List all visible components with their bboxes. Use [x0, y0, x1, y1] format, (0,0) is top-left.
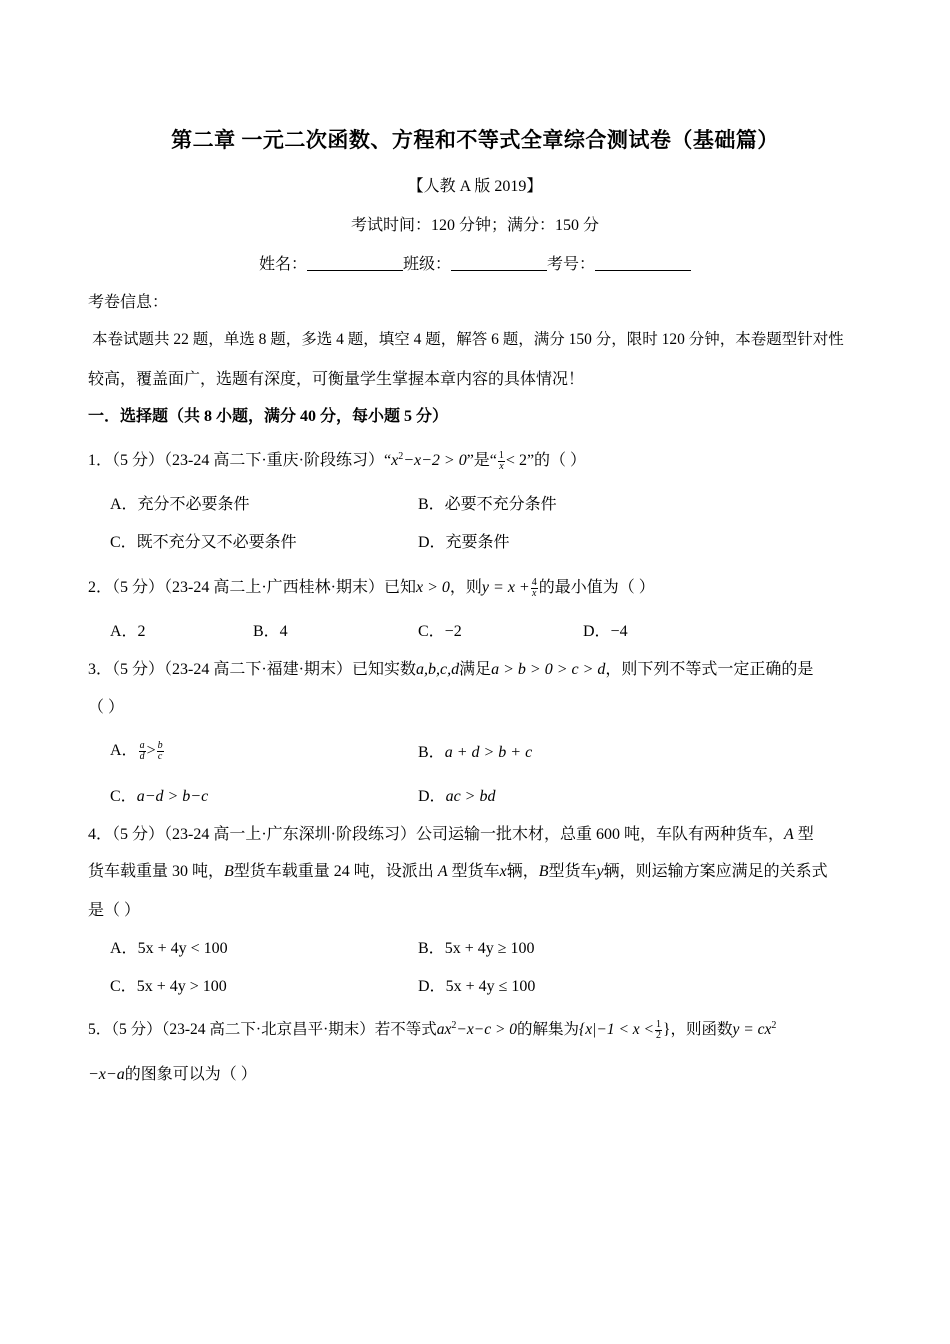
q1-frac-num: 1 [498, 449, 504, 461]
q4-option-d-expr: 5x + 4y ≤ 100 [445, 978, 536, 995]
student-info-row [0, 251, 950, 274]
question-1 [88, 447, 878, 472]
class-label: 班级： [402, 256, 451, 273]
q4-text-c: 型货车载重量 24 吨，设派出 [233, 863, 438, 880]
q4-line1-text: 4．（5 分）（23-24 高一上·广东深圳·阶段练习）公司运输一批木材，总重 600 吨，车队有两种货车， [88, 826, 784, 843]
q3-a-frac-1 [139, 741, 146, 762]
q3-option-d-expr: ac > bd [445, 788, 496, 805]
q4-option-d-label: D． [418, 978, 446, 995]
q1-fraction [498, 451, 505, 472]
q3-prefix: 3．（5 分）（23-24 高二下·福建·期末）已知实数 [88, 661, 416, 678]
q4-line-2 [88, 858, 878, 881]
question-5 [88, 1017, 878, 1041]
q4-option-c-label: C． [110, 978, 137, 995]
q4-line-3: 是（ ） [88, 902, 141, 919]
q4-option-d[interactable] [418, 973, 535, 996]
q4-var-b2: B [538, 863, 549, 880]
q3-option-c-expr: a−d > b−c [136, 788, 209, 805]
question-4 [88, 821, 878, 844]
q3-a-frac-1-num: a [139, 739, 145, 751]
q4-option-c[interactable] [110, 973, 227, 996]
q2-mid: ，则 [449, 579, 482, 596]
q3-a-frac-2 [157, 741, 164, 762]
q1-mid: ”是“ [466, 452, 497, 469]
q1-condition-a: −x−2 > 0 [403, 452, 467, 469]
section-heading: 一．选择题（共 8 小题，满分 40 分，每小题 5 分） [88, 408, 449, 425]
name-label: 姓名： [258, 256, 307, 273]
q1-prefix: 1．（5 分）（23-24 高二下·重庆·阶段练习）“ [88, 452, 392, 469]
q5-ineq-rest: −x−c > 0 [456, 1021, 518, 1038]
q2-option-c[interactable]: C．−2 [418, 623, 462, 640]
q4-option-a-label: A． [110, 940, 138, 957]
q5-line2-suffix: 的图象可以为（ ） [124, 1066, 257, 1083]
q2-expression: y = x + [481, 579, 530, 596]
q3-option-c[interactable] [110, 783, 208, 806]
q4-text-k: 辆，则运输方案应满足的关系式 [603, 863, 828, 880]
q4-var-a: A [784, 826, 794, 843]
q4-option-b-expr: 5x + 4y ≥ 100 [444, 940, 535, 957]
q3-option-d-label: D． [418, 788, 446, 805]
q5-func: y = cx [732, 1021, 772, 1038]
q5-frac-den: 2 [656, 1029, 662, 1041]
q2-frac-den: x [531, 587, 537, 599]
q1-option-c[interactable]: C．既不充分又不必要条件 [110, 534, 297, 551]
q1-var-x: x [391, 452, 399, 469]
q1-option-b[interactable]: B．必要不充分条件 [418, 496, 557, 513]
q3-vars: a,b,c,d [416, 661, 460, 678]
q4-var-a2: A [437, 863, 448, 880]
q5-ineq-a: ax [436, 1021, 452, 1038]
q2-fraction [531, 578, 538, 599]
q2-option-a[interactable]: A．2 [110, 623, 146, 640]
q3-paren: （ ） [88, 699, 125, 716]
q5-func-exp: 2 [771, 1020, 777, 1031]
q4-var-x: x [499, 863, 507, 880]
q3-option-d[interactable] [418, 783, 495, 806]
info-line-1: 本卷试题共 22 题，单选 8 题，多选 4 题，填空 4 题，解答 6 题，满分 150 分，限时 120 分钟，本卷题型针对性 [92, 331, 844, 348]
q5-ineq-exp: 2 [451, 1020, 457, 1031]
q3-option-a[interactable] [110, 737, 165, 762]
q4-option-a[interactable] [110, 935, 228, 958]
exam-info: 考试时间：120 分钟；满分：150 分 [350, 217, 599, 234]
q2-prefix: 2．（5 分）（23-24 高二上·广西桂林·期末）已知 [88, 579, 416, 596]
q4-option-c-expr: 5x + 4y > 100 [136, 978, 227, 995]
q4-option-b-label: B． [418, 940, 445, 957]
q5-line-2 [88, 1061, 878, 1084]
info-line-2: 较高，覆盖面广，选题有深度，可衡量学生掌握本章内容的具体情况！ [88, 371, 585, 388]
q5-prefix: 5．（5 分）（23-24 高二下·北京昌平·期末）若不等式 [88, 1021, 437, 1038]
q2-suffix: 的最小值为（ ） [538, 579, 655, 596]
q3-a-frac-1-den: d [139, 750, 145, 762]
q1-suffix: ”的（ ） [526, 452, 587, 469]
q5-mid: 的解集为 [517, 1021, 580, 1038]
q4-option-a-expr: 5x + 4y < 100 [137, 940, 228, 957]
edition-label: 【人教 A 版 2019】 [407, 178, 543, 195]
q1-frac-den: x [499, 460, 504, 472]
q4-text-i: 型货车 [548, 863, 597, 880]
info-heading: 考卷信息： [88, 294, 169, 311]
q3-mid: 满足 [459, 661, 492, 678]
q1-option-a[interactable]: A．充分不必要条件 [110, 496, 250, 513]
q2-option-d[interactable]: D．−4 [583, 623, 628, 640]
name-blank [307, 256, 403, 271]
q5-set: {x|−1 < x < [579, 1021, 655, 1038]
q5-frac-num: 1 [656, 1018, 662, 1030]
q4-text-g: 辆， [506, 863, 539, 880]
q4-var-b: B [224, 863, 234, 880]
page-title: 第二章 一元二次函数、方程和不等式全章综合测试卷（基础篇） [171, 128, 779, 152]
class-blank [451, 256, 547, 271]
q3-a-frac-2-num: b [157, 739, 163, 751]
q3-a-frac-2-den: c [157, 750, 163, 762]
q3-option-a-label: A． [110, 742, 138, 759]
question-3 [88, 656, 878, 679]
number-label: 考号： [547, 256, 596, 273]
q4-var-y: y [596, 863, 604, 880]
q2-option-b[interactable]: B．4 [253, 623, 288, 640]
q3-option-b[interactable] [418, 739, 532, 762]
q2-condition: x > 0 [416, 579, 450, 596]
q4-option-b[interactable] [418, 935, 535, 958]
q3-suffix: ，则下列不等式一定正确的是 [605, 661, 814, 678]
q5-fraction [655, 1020, 662, 1041]
q5-set-close: } [663, 1021, 671, 1038]
q5-mid2: ，则函数 [670, 1021, 733, 1038]
q4-text-a: 货车载重量 30 吨， [88, 863, 225, 880]
q3-condition: a > b > 0 > c > d [491, 661, 606, 678]
q3-a-operator: > [146, 742, 156, 759]
q3-option-b-expr: a + d > b + c [444, 744, 533, 761]
q5-line2-expr: −x−a [88, 1066, 125, 1083]
q4-line1-suffix: 型 [793, 826, 814, 843]
q3-option-c-label: C． [110, 788, 137, 805]
q3-option-b-label: B． [418, 744, 445, 761]
q2-frac-num: 4 [531, 576, 537, 588]
number-blank [595, 256, 691, 271]
q1-condition-b: < 2 [505, 452, 527, 469]
q4-text-e: 型货车 [447, 863, 500, 880]
q1-exponent: 2 [398, 451, 404, 462]
q1-option-d[interactable]: D．充要条件 [418, 534, 510, 551]
question-2 [88, 574, 878, 599]
